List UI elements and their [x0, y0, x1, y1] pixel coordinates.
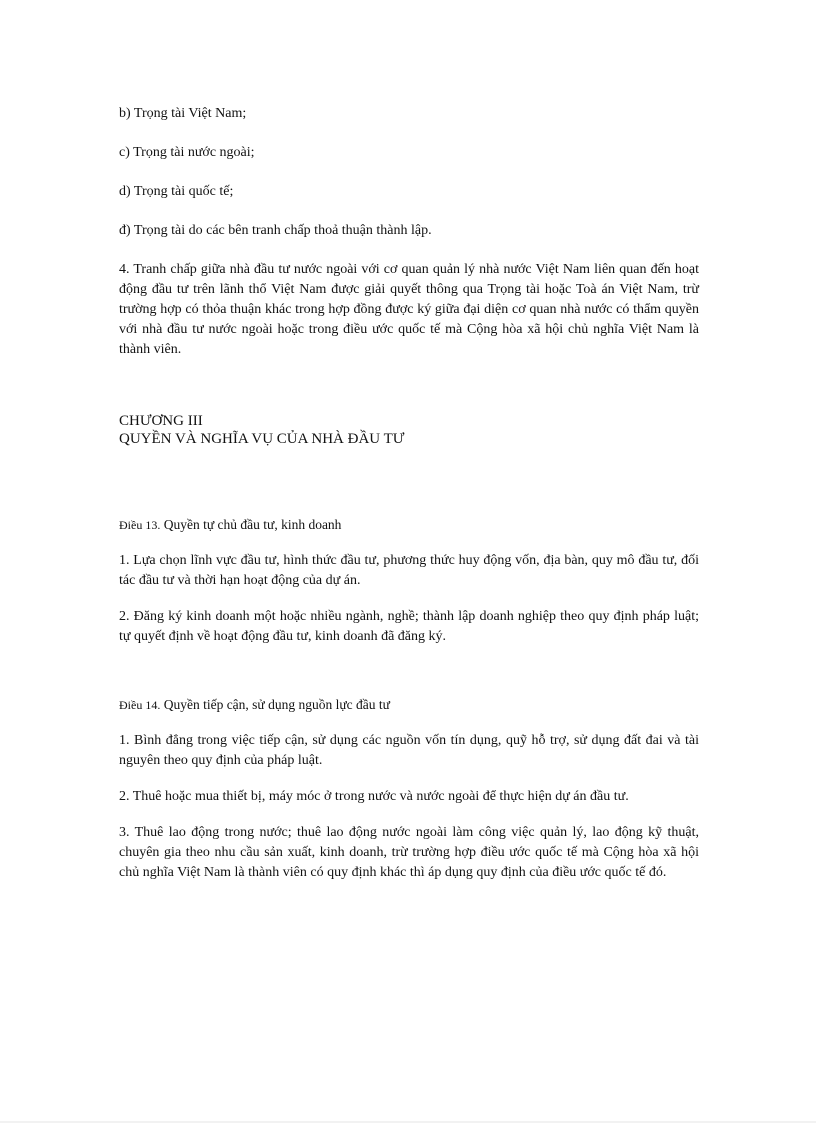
list-item-d: d) Trọng tài quốc tế;: [119, 184, 234, 199]
article-14-clause-2: 2. Thuê hoặc mua thiết bị, máy móc ở trong nước và nước ngoài để thực hiện dự án đầu tư.: [119, 789, 629, 804]
article-13-number: Điều 13.: [119, 518, 161, 532]
article-13-heading: [119, 515, 699, 535]
clause-4: 4. Tranh chấp giữa nhà đầu tư nước ngoài với cơ quan quản lý nhà nước Việt Nam liên quan đến hoạt động đầu tư trên lãnh thổ Việt Nam được giải quyết thông qua Trọng tài hoặc Toà án Việt Nam, trừ trường hợp có thỏa thuận khác trong hợp đồng được ký giữa đại diện cơ quan nhà nước có thẩm quyền với nhà đầu tư nước ngoài hoặc trong điều ước quốc tế mà Cộng hòa xã hội chủ nghĩa Việt Nam là thành viên.: [119, 262, 699, 357]
list-item-b: b) Trọng tài Việt Nam;: [119, 106, 247, 121]
list-item-dd: đ) Trọng tài do các bên tranh chấp thoả thuận thành lập.: [119, 223, 432, 238]
article-13-title: Quyền tự chủ đầu tư, kinh doanh: [163, 517, 342, 532]
chapter-number: CHƯƠNG III: [119, 413, 203, 429]
article-14-clause-1: 1. Bình đẳng trong việc tiếp cận, sử dụng các nguồn vốn tín dụng, quỹ hỗ trợ, sử dụng đất đai và tài nguyên theo quy định của pháp luật.: [119, 733, 699, 768]
article-13-clause-2: 2. Đăng ký kinh doanh một hoặc nhiều ngành, nghề; thành lập doanh nghiệp theo quy định pháp luật; tự quyết định về hoạt động đầu tư, kinh doanh đã đăng ký.: [119, 609, 699, 644]
article-13-clause-1: 1. Lựa chọn lĩnh vực đầu tư, hình thức đầu tư, phương thức huy động vốn, địa bàn, quy mô đầu tư, đối tác đầu tư và thời hạn hoạt động của dự án.: [119, 553, 699, 588]
article-14-number: Điều 14.: [119, 698, 161, 712]
chapter-title: QUYỀN VÀ NGHĨA VỤ CỦA NHÀ ĐẦU TƯ: [119, 431, 405, 447]
article-14-title: Quyền tiếp cận, sử dụng nguồn lực đầu tư: [163, 697, 390, 712]
chapter-heading: [119, 412, 699, 448]
document-body: [119, 104, 699, 883]
article-14-clause-3: 3. Thuê lao động trong nước; thuê lao động nước ngoài làm công việc quản lý, lao động kỹ thuật, chuyên gia theo nhu cầu sản xuất, kinh doanh, trừ trường hợp điều ước quốc tế mà Cộng hòa xã hội chủ nghĩa Việt Nam là thành viên có quy định khác thì áp dụng quy định của điều ước quốc tế đó.: [119, 825, 699, 880]
article-14-heading: [119, 695, 699, 715]
list-item-c: c) Trọng tài nước ngoài;: [119, 145, 255, 160]
